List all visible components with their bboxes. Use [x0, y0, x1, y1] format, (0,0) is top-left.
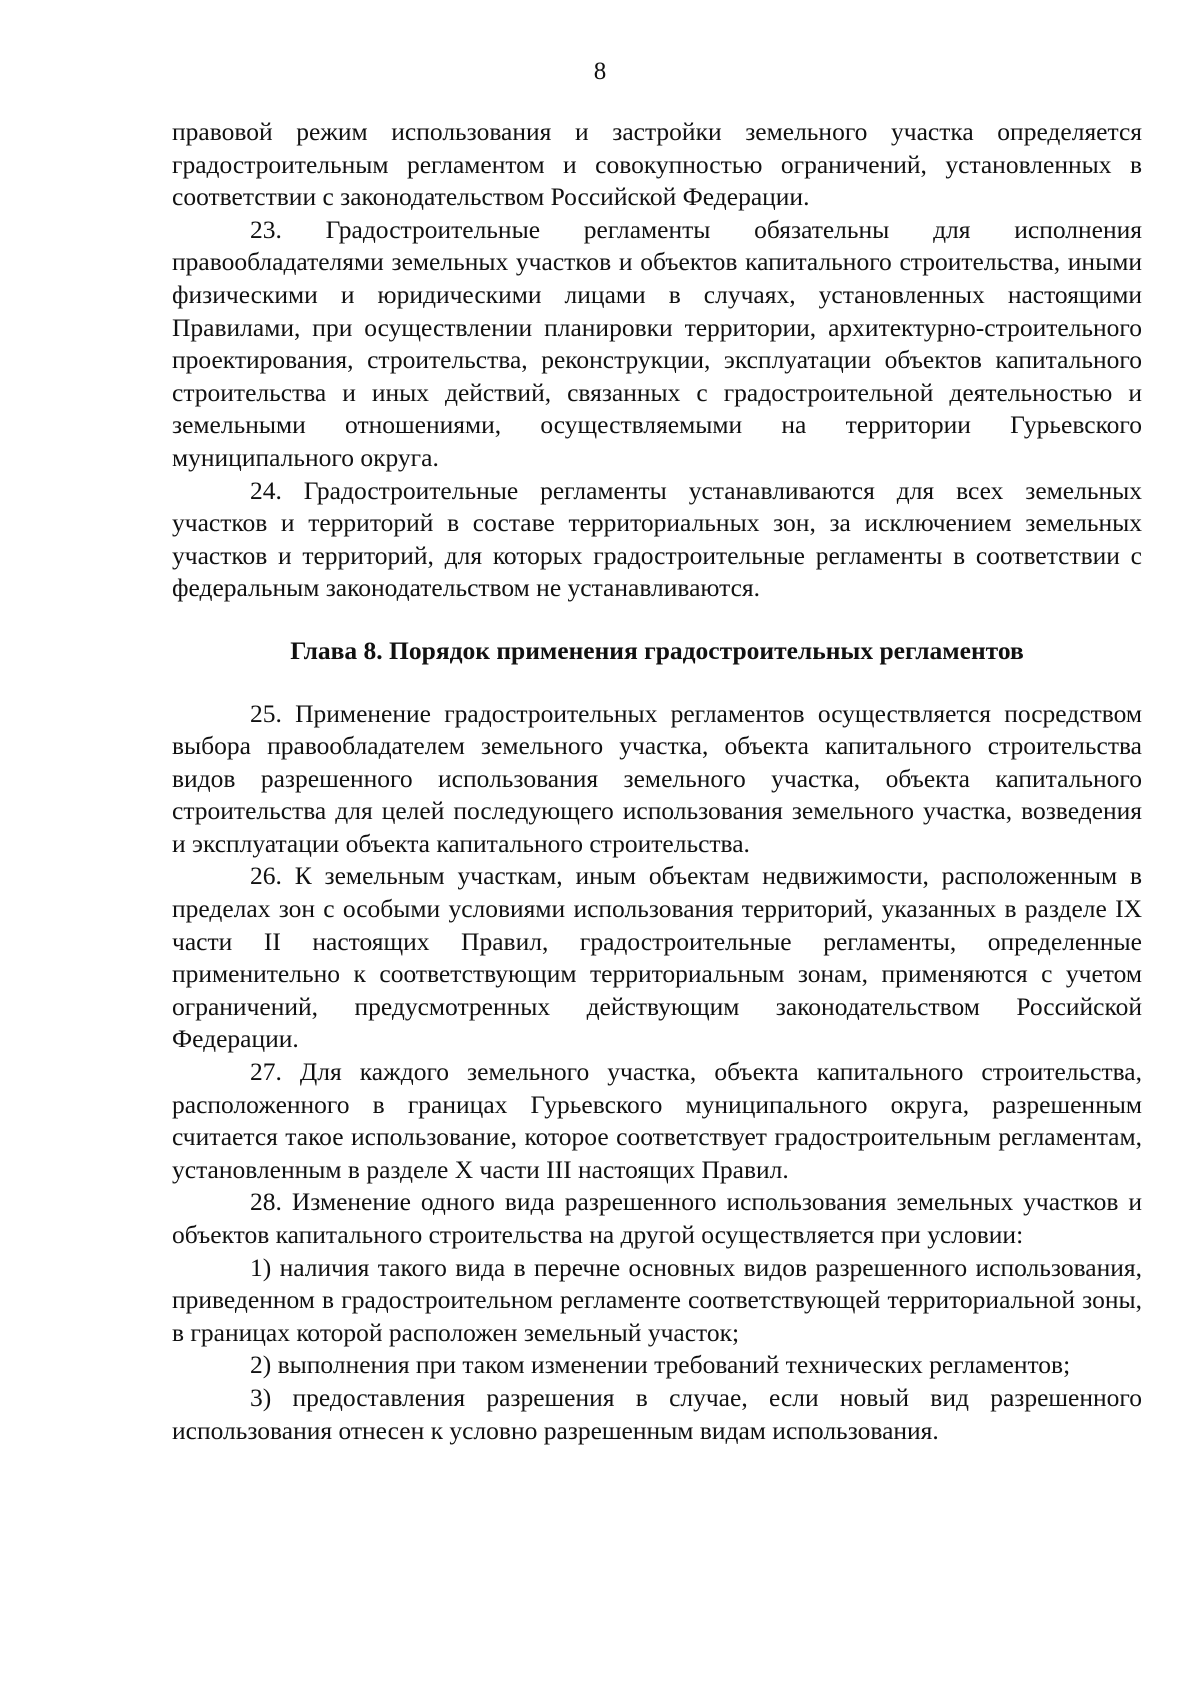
section-before-heading	[172, 116, 1142, 605]
list-item-2: 2) выполнения при таком изменении требований технических регламентов;	[250, 1350, 1071, 1380]
paragraph-28: 28. Изменение одного вида разрешенного использования земельных участков и объектов капитального строительства на другой осуществляется при условии:	[172, 1187, 1142, 1249]
document-body	[172, 116, 1142, 1447]
paragraph-23: 23. Градостроительные регламенты обязательны для исполнения правообладателями земельных участков и объектов капитального строительства, иными физическими и юридическими лицами в случаях, установленных настоящими Правилами, при осуществлении планировки территории, архитектурно-строительного проектирования, строительства, реконструкции, эксплуатации объектов капитального строительства и иных действий, связанных с градостроительной деятельностью и земельными отношениями, осуществляемыми на территории Гурьевского муниципального округа.	[172, 214, 1142, 472]
list-item-3: 3) предоставления разрешения в случае, если новый вид разрешенного использования отнесен к условно разрешенным видам использования.	[172, 1382, 1142, 1445]
paragraph-27: 27. Для каждого земельного участка, объекта капитального строительства, расположенного в границах Гурьевского муниципального округа, разрешенным считается такое использование, которое соответствует градостроительным регламентам, установленным в разделе X части III настоящих Правил.	[172, 1057, 1142, 1184]
paragraph-continuation: правовой режим использования и застройки земельного участка определяется градостроительным регламентом и совокупностью ограничений, установленных в соответствии с законодательством Российской Федерации.	[172, 117, 1142, 212]
paragraph-24: 24. Градостроительные регламенты устанавливаются для всех земельных участков и территорий в составе территориальных зон, за исключением земельных участков и территорий, для которых градостроительные регламенты в соответствии с федеральным законодательством не устанавливаются.	[172, 475, 1142, 603]
paragraph-25: 25. Применение градостроительных регламентов осуществляется посредством выбора правообладателем земельного участка, объекта капитального строительства видов разрешенного использования земельного участка, объекта капитального строительства для целей последующего использования земельного участка, возведения и эксплуатации объекта капитального строительства.	[172, 698, 1142, 858]
chapter-heading: Глава 8. Порядок применения градостроительных регламентов	[290, 635, 1024, 665]
section-after-heading	[172, 698, 1142, 1448]
page-number: 8	[593, 58, 607, 85]
paragraph-26: 26. К земельным участкам, иным объектам недвижимости, расположенным в пределах зон с особыми условиями использования территорий, указанных в разделе IX части II настоящих Правил, градостроительные регламенты, определенные применительно к соответствующим территориальным зонам, применяются с учетом ограничений, предусмотренных действующим законодательством Российской Федерации.	[172, 861, 1142, 1054]
list-item-1: 1) наличия такого вида в перечне основных видов разрешенного использования, приведенном в градостроительном регламенте соответствующей территориальной зоны, в границах которой расположен земельный участок;	[172, 1252, 1142, 1347]
